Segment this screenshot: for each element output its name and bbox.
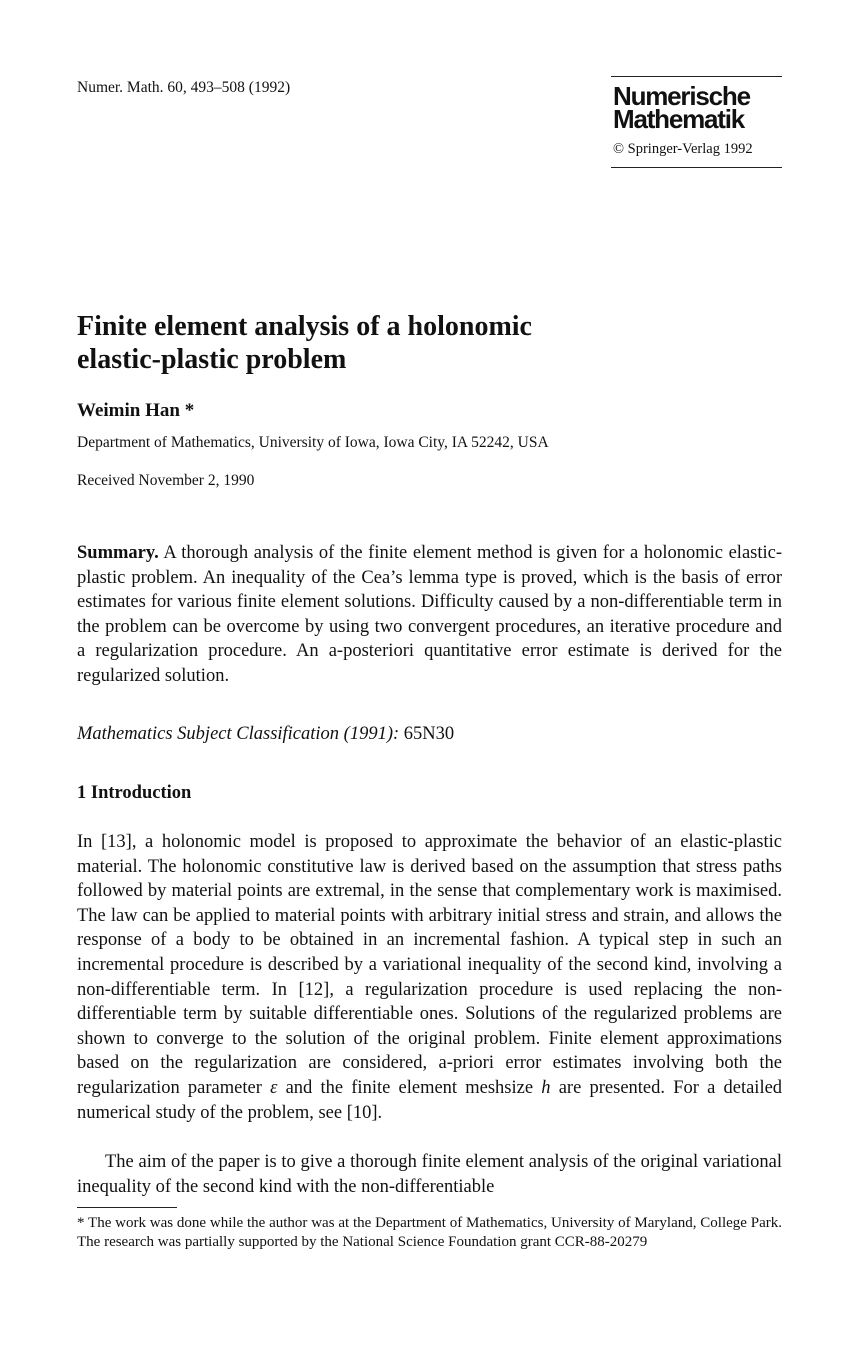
received-date: Received November 2, 1990 bbox=[77, 472, 255, 489]
journal-citation: Numer. Math. 60, 493–508 (1992) bbox=[77, 79, 291, 96]
author-name bbox=[77, 400, 194, 422]
author-affiliation: Department of Mathematics, University of Iowa, Iowa City, IA 52242, USA bbox=[77, 434, 549, 451]
author-name-text: Weimin Han bbox=[77, 400, 180, 421]
summary-text: A thorough analysis of the finite element method is given for a holonomic elastic-plastic problem. An inequality of the Cea’s lemma type is proved, which is the basis of error estimates for various finite element solutions. Difficulty caused by a non-differentiable term in the problem can be overcome by using two convergent procedures, an iterative procedure and a regularization procedure. An a-posteriori quantitative error estimate is derived for the regularized solution. bbox=[77, 543, 783, 686]
journal-name-line2: Mathematik bbox=[613, 104, 745, 134]
intro-paragraph-2: The aim of the paper is to give a thorough finite element analysis of the original variational inequality of the second kind with the non-differentiable bbox=[77, 1152, 782, 1197]
journal-name-line1: Numerische bbox=[613, 81, 750, 111]
msc-label: Mathematics Subject Classification (1991): bbox=[77, 724, 400, 744]
paper-title-line1: Finite element analysis of a holonomic bbox=[77, 311, 532, 342]
paper-title-line2: elastic-plastic problem bbox=[77, 344, 347, 375]
intro-p1-part-c: are presented. For a detailed numerical study of the problem, see [10]. bbox=[77, 1077, 783, 1123]
footnote-divider bbox=[77, 1207, 177, 1208]
summary-label: Summary. bbox=[77, 543, 159, 563]
paper-title bbox=[77, 310, 697, 376]
footnote-mark: * bbox=[77, 1215, 85, 1231]
footnote-text: The work was done while the author was at the Department of Mathematics, University of Maryland, College Park. The research was partially supported by the National Science Foundation grant CCR-88-20279 bbox=[77, 1215, 782, 1250]
section-heading: 1 Introduction bbox=[77, 783, 192, 803]
footnote bbox=[77, 1214, 782, 1252]
intro-paragraph-1 bbox=[77, 830, 782, 1125]
author-footnote-mark: * bbox=[184, 400, 195, 421]
journal-logo bbox=[613, 81, 750, 134]
journal-logo-block bbox=[611, 76, 782, 168]
epsilon-symbol: ε bbox=[270, 1077, 278, 1098]
intro-p1-part-a: In [13], a holonomic model is proposed to approximate the behavior of an elastic-plastic material. The holonomic constitutive law is derived based on the assumption that stress paths followed by material points are extremal, in the sense that complementary work is maximised. The law can be applied to material points with arbitrary initial stress and strain, and allows the response of a body to be obtained in an incremental fashion. A typical step in such an incremental procedure is described by a variational inequality of the second kind, involving a non-differentiable term. In [12], a regularization procedure is used replacing the non-differentiable term by suitable differentiable ones. Solutions of the regularized problems are shown to converge to the solution of the original problem. Finite element approximations based on the regularization are considered, a-priori error estimates involving both the regularization parameter bbox=[77, 832, 782, 1098]
summary-paragraph bbox=[77, 541, 782, 689]
msc-code: 65N30 bbox=[403, 724, 455, 744]
intro-p1-part-b: and the finite element meshsize bbox=[285, 1077, 534, 1098]
subject-classification bbox=[77, 724, 454, 745]
meshsize-symbol: h bbox=[541, 1077, 551, 1098]
copyright-notice: © Springer-Verlag 1992 bbox=[613, 141, 753, 157]
